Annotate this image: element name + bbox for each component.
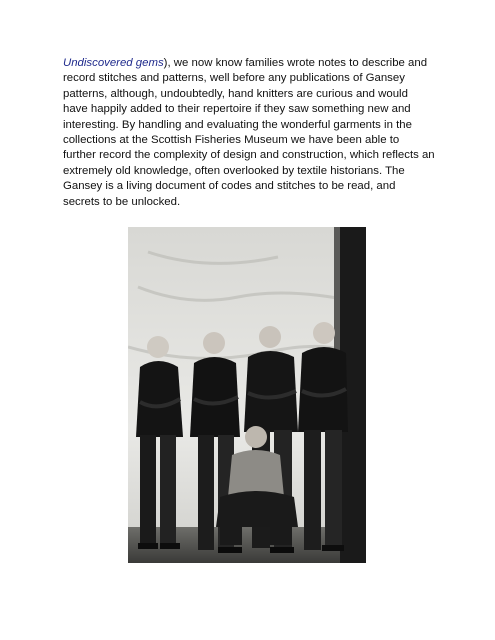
- photo-illustration: [128, 227, 366, 563]
- paragraph-text: ), we now know families wrote notes to describe and record stitches and patterns, well before any publications of Gansey patterns, although, undoubtedly, hand knitters are curious and would have happily added to their repertoire if they saw something new and interesting. By handling and evaluating the wonderful garments in the collections at the Scottish Fisheries Museum we have been able to further record the complexity of design and construction, which reflects an extremely old knowledge, often overlooked by textile historians. The Gansey is a living document of codes and stitches to be read, and secrets to be unlocked.: [63, 57, 435, 208]
- historical-photo: [128, 227, 366, 563]
- body-paragraph: [63, 56, 435, 210]
- book-title-link[interactable]: Undiscovered gems: [63, 57, 164, 69]
